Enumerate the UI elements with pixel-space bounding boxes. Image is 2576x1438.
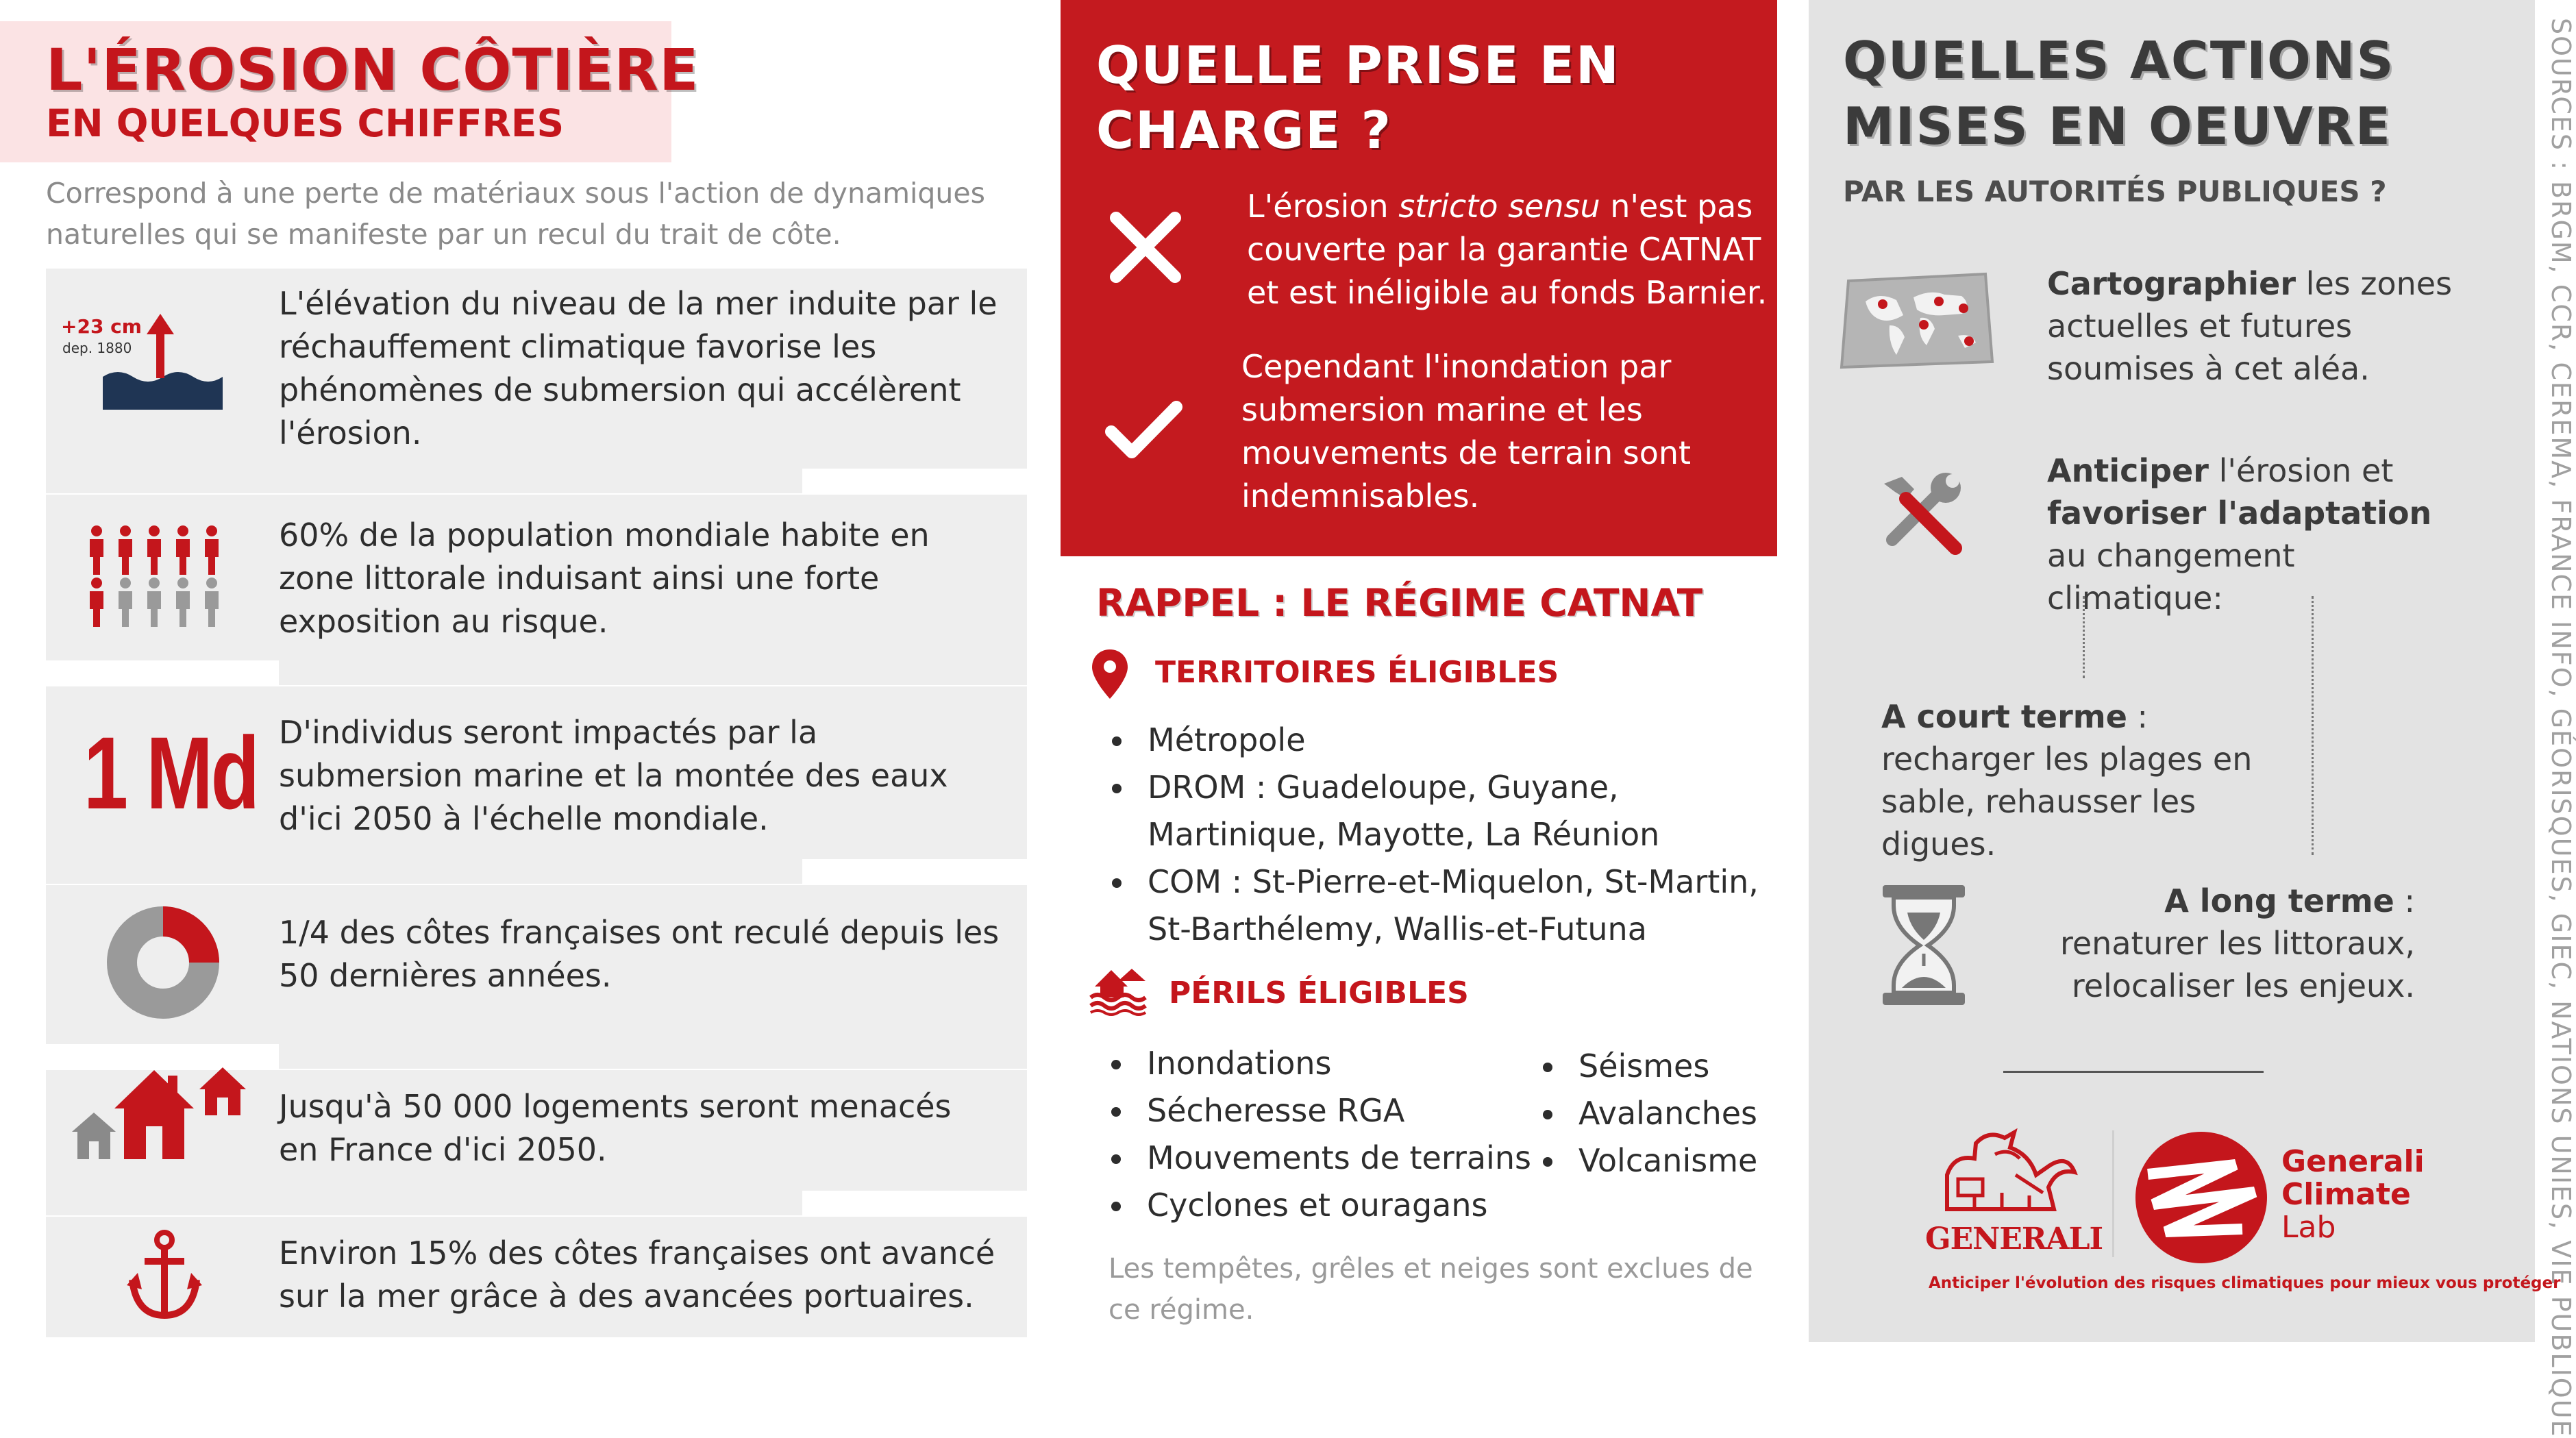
card-tail: [279, 660, 1027, 685]
climate-lab-logo: [2133, 1129, 2270, 1266]
anchor-icon: [127, 1230, 202, 1319]
perils-list-1: [1107, 1040, 1532, 1229]
intro-text: Correspond à une perte de matériaux sous l'action de dynamiques naturelles qui se manifeste par un recul du trait de côte.: [46, 177, 985, 251]
location-pin-icon: [1092, 649, 1128, 699]
list-item: DROM : Guadeloupe, Guyane, Martinique, Mayotte, La Réunion: [1108, 764, 1766, 858]
check-icon: [1104, 399, 1183, 460]
mapping-text: Cartographier les zones actuelles et futures soumises à cet aléa.: [2047, 265, 2453, 387]
list-item: Mouvements de terrains: [1107, 1135, 1532, 1182]
list-item: Sécheresse RGA: [1107, 1087, 1532, 1135]
sea-level-value: +23 cm: [61, 315, 142, 338]
covered-text: Cependant l'inondation par submersion marine et les mouvements de terrain sont indemnisables.: [1241, 348, 1692, 515]
connector-line: [2312, 596, 2314, 855]
list-item: Inondations: [1107, 1040, 1532, 1087]
fact-card-harbour: [46, 1217, 1027, 1337]
perils-heading: PÉRILS ÉLIGIBLES: [1169, 976, 1469, 1011]
brand-tagline: Anticiper l'évolution des risques climatiques pour mieux vous protéger: [1929, 1274, 2561, 1292]
territories-list: [1108, 717, 1766, 953]
card-tail: [46, 1191, 802, 1215]
hourglass-icon: [1883, 885, 1965, 1005]
sources-text: SOURCES : BRGM, CCR, CEREMA, FRANCE INFO, GÉORISQUES, GIEC, NATIONS UNIES, VIE PUBLIQUE: [2546, 18, 2576, 1438]
billion-figure: 1 Md: [84, 715, 258, 830]
tools-icon: [1879, 471, 1971, 560]
latin-term: stricto sensu: [1398, 188, 1600, 225]
connector-line: [2083, 596, 2085, 678]
list-item: COM : St-Pierre-et-Miquelon, St-Martin, St-Barthélemy, Wallis-et-Futuna: [1108, 858, 1766, 953]
divider: [2003, 1071, 2264, 1073]
fact-text: D'individus seront impactés par la submersion marine et la montée des eaux d'ici 2050 à l'échelle mondiale.: [279, 714, 948, 837]
population-icon: [87, 525, 231, 628]
donut-share-slice: [163, 921, 204, 963]
list-item: Cyclones et ouragans: [1107, 1182, 1532, 1229]
list-item: Volcanisme: [1539, 1137, 1772, 1185]
climate-lab-name: Generali Climate Lab: [2281, 1144, 2425, 1245]
page-subtitle: EN QUELQUES CHIFFRES: [46, 101, 565, 145]
perils-list-2: [1539, 1043, 1772, 1185]
territories-heading: TERRITOIRES ÉLIGIBLES: [1155, 655, 1559, 690]
long-term-text: A long terme : renaturer les littoraux, relocaliser les enjeux.: [2059, 882, 2415, 1004]
flood-icon: [1091, 966, 1145, 1014]
fact-card-sea-level: [46, 269, 1027, 469]
actions-subtitle: PAR LES AUTORITÉS PUBLIQUES ?: [1843, 175, 2387, 208]
card-tail: [46, 469, 802, 493]
world-map-icon: [1842, 274, 1996, 370]
fact-text: 1/4 des côtes françaises ont reculé depuis les 50 dernières années.: [279, 914, 1000, 994]
cross-icon: [1108, 210, 1183, 285]
logo-divider: [2112, 1130, 2114, 1257]
card-tail: [279, 1044, 1027, 1069]
sources-strip: [2546, 18, 2576, 1438]
fact-text: 60% de la population mondiale habite en zone littorale induisant ainsi une forte exposition au risque.: [279, 517, 930, 640]
generali-lion-logo: [1933, 1127, 2077, 1223]
generali-logo-text: GENERALI: [1925, 1222, 2103, 1256]
donut-chart-icon: [106, 906, 220, 1019]
fact-card-coast-retreat: [46, 885, 1027, 1044]
sea-level-since: dep. 1880: [62, 340, 132, 356]
fact-card-population: [46, 495, 1027, 660]
page-title: L'ÉROSION CÔTIÈRE: [46, 36, 699, 103]
actions-title: QUELLES ACTIONS MISES EN OEUVRE: [1843, 30, 2395, 156]
anticipate-text: Anticiper l'érosion et favoriser l'adaptation au changement climatique:: [2047, 452, 2432, 617]
coverage-title: QUELLE PRISE EN CHARGE ?: [1096, 35, 1620, 160]
fact-text: L'élévation du niveau de la mer induite par le réchauffement climatique favorise les phénomènes de submersion qui accélèrent l'érosion.: [279, 285, 998, 451]
not-covered-text: L'érosion stricto sensu n'est pas couverte par la garantie CATNAT et est inéligible au fonds Barnier.: [1247, 188, 1768, 311]
list-item: Métropole: [1108, 717, 1766, 764]
list-item: Séismes: [1539, 1043, 1772, 1090]
card-tail: [46, 859, 802, 884]
fact-card-billion: [46, 686, 1027, 859]
catnat-title: RAPPEL : LE RÉGIME CATNAT: [1096, 581, 1703, 625]
exclusion-note: Les tempêtes, grêles et neiges sont exclues de ce régime.: [1109, 1253, 1753, 1326]
short-term-text: A court terme : recharger les plages en sable, rehausser les digues.: [1881, 698, 2253, 863]
fact-text: Jusqu'à 50 000 logements seront menacés en France d'ici 2050.: [279, 1088, 952, 1168]
fact-text: Environ 15% des côtes françaises ont avancé sur la mer grâce à des avancées portuaires.: [279, 1235, 995, 1315]
fact-card-housing: [46, 1070, 1027, 1191]
list-item: Avalanches: [1539, 1090, 1772, 1137]
houses-icon: [72, 1055, 250, 1178]
